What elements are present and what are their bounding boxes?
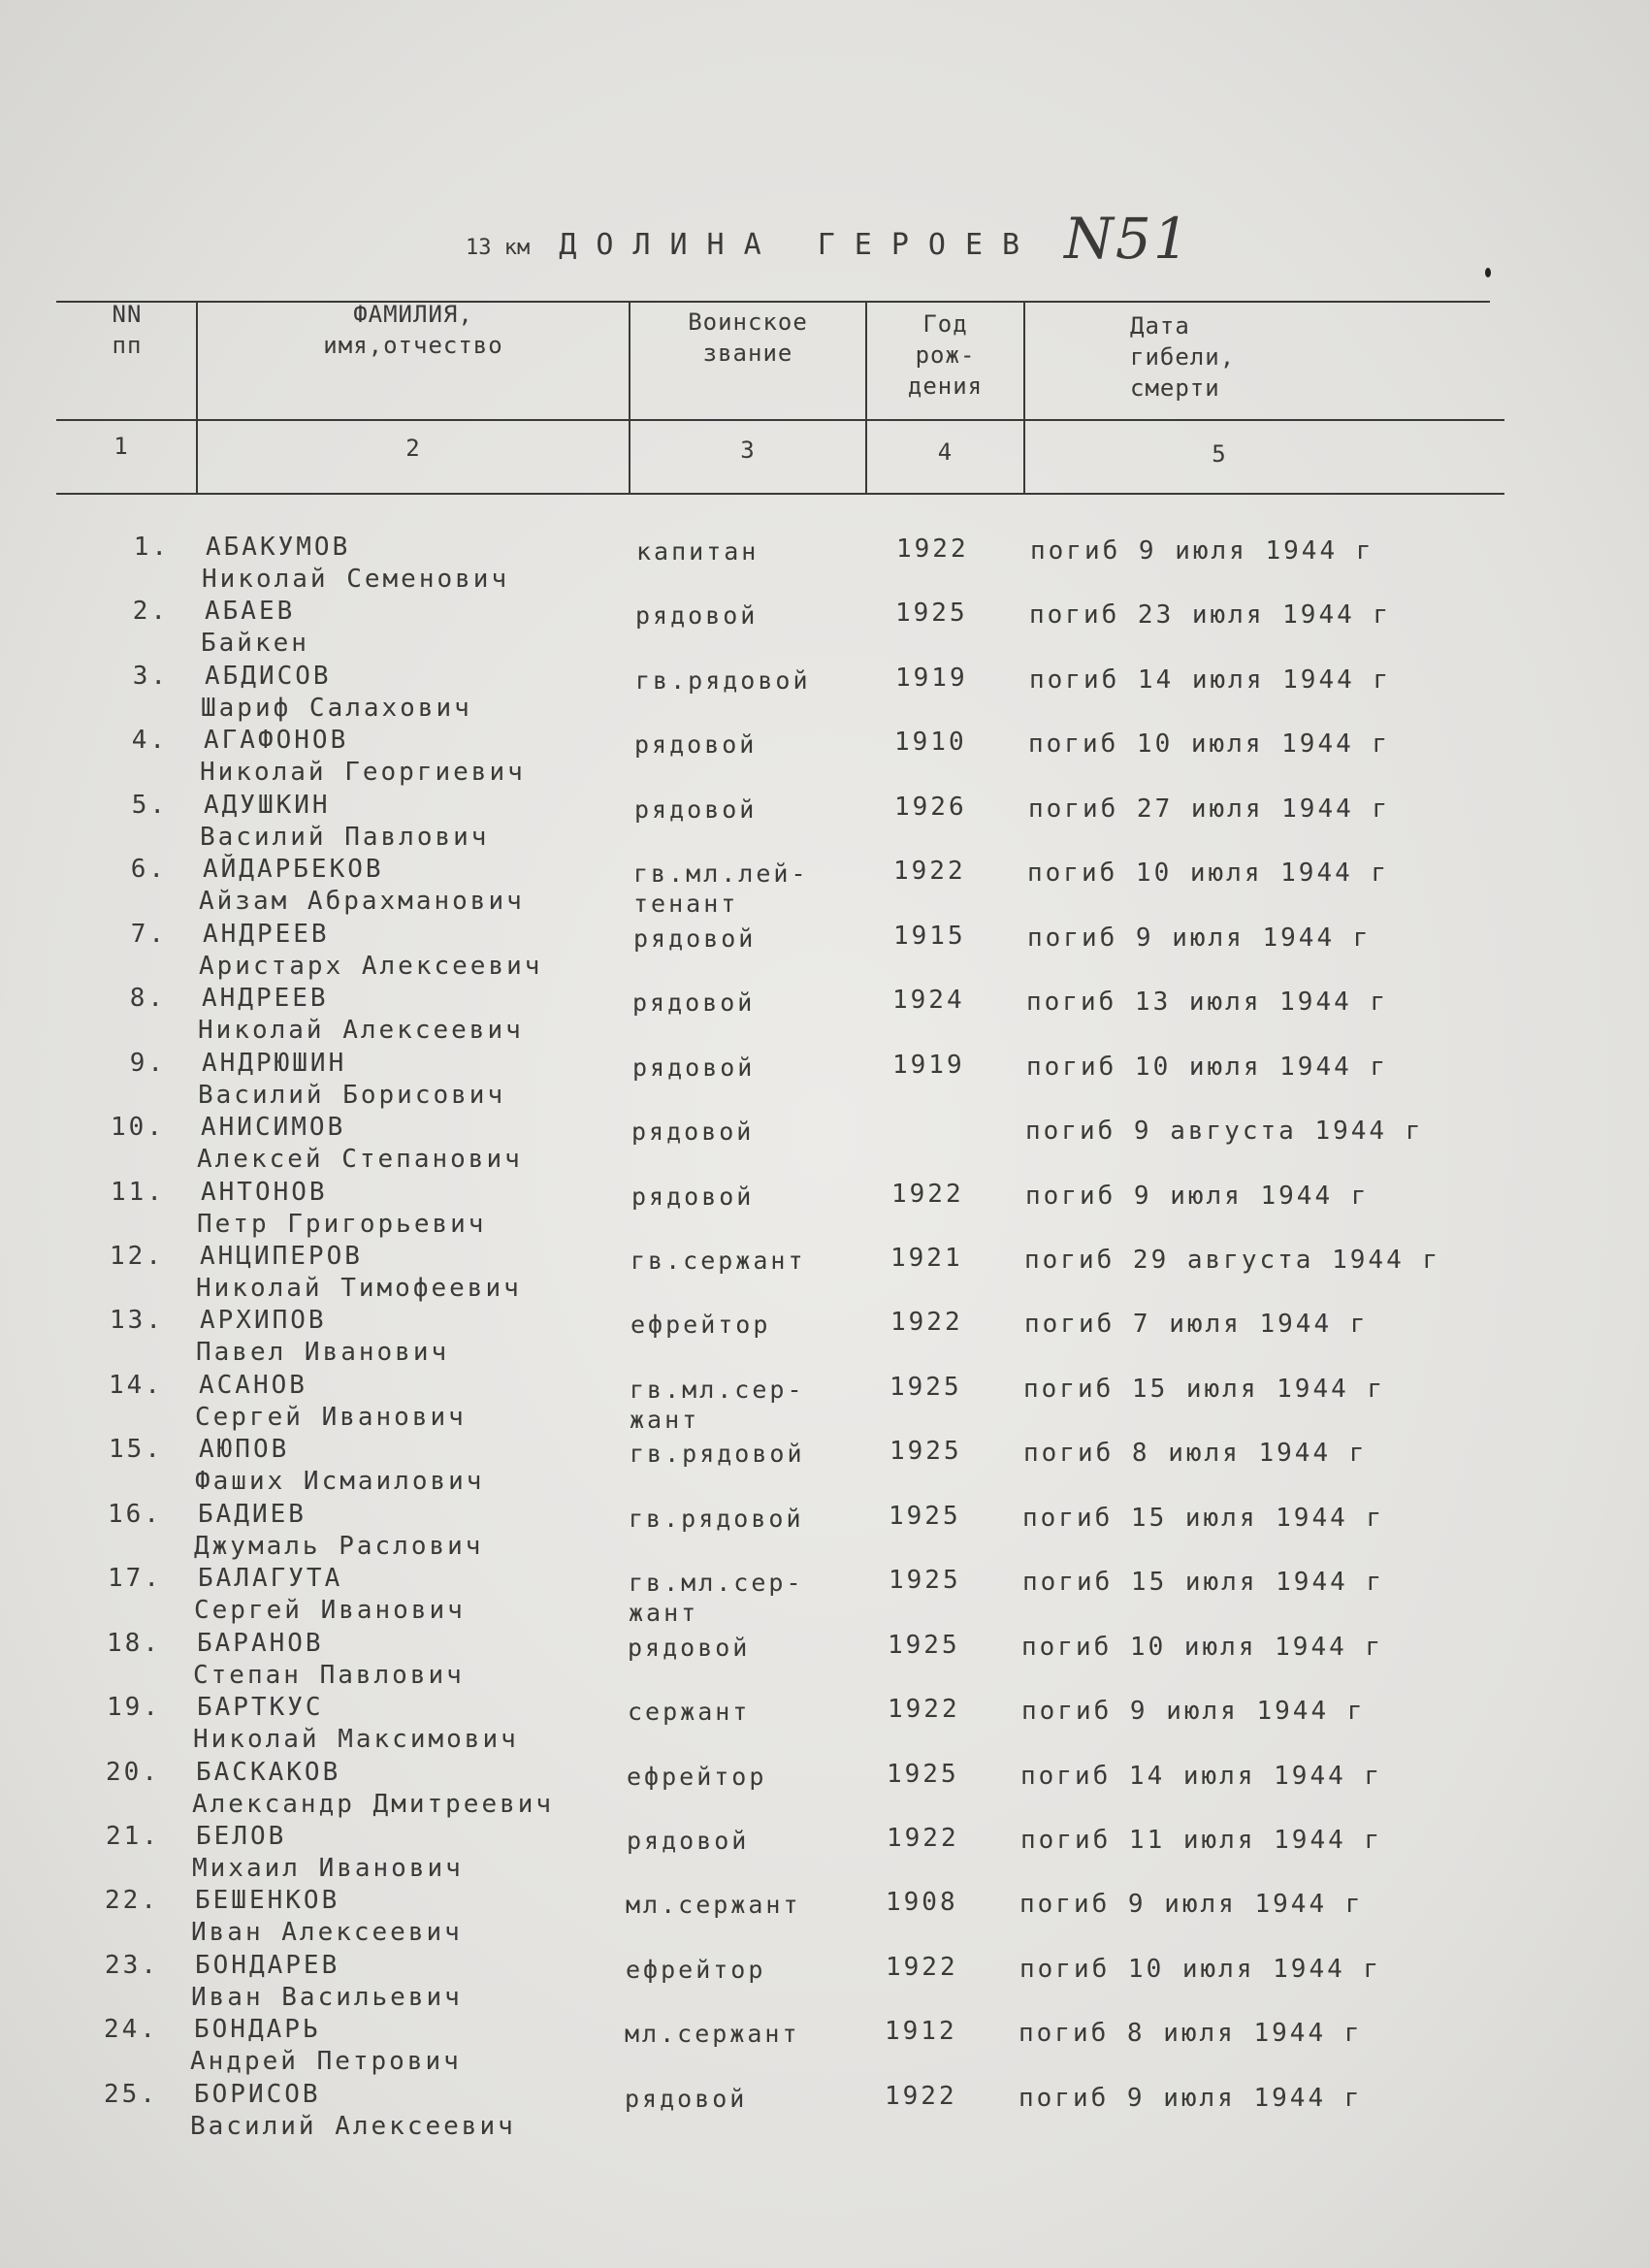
row-last-name: БОНДАРЬ <box>194 2015 321 2045</box>
table-row <box>0 1241 1649 1305</box>
row-rank: ефрейтор <box>627 1762 767 1791</box>
row-rank: мл.сержант <box>626 1891 801 1920</box>
row-number: 8. <box>129 984 166 1014</box>
row-death-date: погиб 10 июля 1944 г <box>1021 1632 1384 1662</box>
row-last-name: АЙДАРБЕКОВ <box>203 855 384 885</box>
column-number-3: 3 <box>740 437 756 464</box>
row-number: 4. <box>131 726 168 756</box>
row-death-date: погиб 13 июля 1944 г <box>1026 988 1389 1018</box>
row-death-date: погиб 14 июля 1944 г <box>1020 1761 1383 1791</box>
row-rank: капитан <box>636 537 760 566</box>
column-number-5: 5 <box>1212 440 1227 468</box>
row-rank: гв.мл.лей- <box>633 859 809 889</box>
row-number: 5. <box>131 790 168 820</box>
row-rank: рядовой <box>631 1118 755 1147</box>
row-birth-year: 1922 <box>890 1308 963 1338</box>
row-number: 3. <box>132 661 169 691</box>
row-number: 16. <box>108 1499 162 1529</box>
row-first-name: Василий Павлович <box>200 822 490 852</box>
row-birth-year: 1926 <box>894 792 967 822</box>
table-row <box>0 1434 1649 1498</box>
row-birth-year: 1919 <box>895 663 968 693</box>
row-birth-year: 1925 <box>887 1759 959 1789</box>
header-death-date: Дата гибели, смерти <box>1130 312 1236 402</box>
row-first-name: Павел Иванович <box>196 1338 450 1368</box>
row-first-name: Сергей Иванович <box>195 1402 467 1432</box>
row-rank: рядовой <box>625 2084 748 2113</box>
row-number: 9. <box>129 1048 166 1078</box>
row-rank: ефрейтор <box>626 1955 766 1984</box>
row-rank: гв.рядовой <box>630 1440 805 1469</box>
row-number: 25. <box>104 2079 158 2109</box>
row-number: 15. <box>109 1435 163 1465</box>
row-death-date: погиб 15 июля 1944 г <box>1023 1374 1386 1404</box>
title-main: ДОЛИНА ГЕРОЕВ <box>559 228 1040 262</box>
row-death-date: погиб 8 июля 1944 г <box>1018 2019 1363 2049</box>
row-first-name: Василий Борисович <box>198 1080 506 1110</box>
row-number: 21. <box>106 1822 160 1851</box>
row-number: 20. <box>106 1757 160 1787</box>
row-number: 23. <box>105 1950 159 1980</box>
row-rank: гв.мл.сер- <box>629 1569 804 1598</box>
row-rank: рядовой <box>635 601 759 631</box>
row-birth-year: 1925 <box>889 1437 962 1467</box>
table-row <box>0 1821 1649 1885</box>
row-first-name: Василий Алексеевич <box>190 2111 516 2141</box>
row-last-name: АНИСИМОВ <box>201 1113 346 1143</box>
row-last-name: АНДРЕЕВ <box>202 984 329 1014</box>
table-header-rule <box>56 419 1504 421</box>
row-rank: рядовой <box>634 730 758 760</box>
row-death-date: погиб 7 июля 1944 г <box>1024 1310 1369 1340</box>
row-death-date: погиб 10 июля 1944 г <box>1026 1052 1389 1082</box>
row-first-name: Михаил Иванович <box>192 1854 464 1883</box>
row-first-name: Джумаль Раслович <box>194 1531 484 1561</box>
row-last-name: АНДРЮШИН <box>202 1048 347 1078</box>
column-number-2: 2 <box>405 435 421 462</box>
table-row <box>0 1563 1649 1627</box>
row-number: 18. <box>107 1628 161 1658</box>
row-number: 17. <box>108 1564 162 1594</box>
table-row <box>0 854 1649 918</box>
row-death-date: погиб 8 июля 1944 г <box>1023 1439 1368 1469</box>
row-birth-year: 1922 <box>886 1952 958 1982</box>
row-last-name: БОРИСОВ <box>194 2079 321 2109</box>
row-first-name: Иван Васильевич <box>191 1982 463 2012</box>
row-first-name: Александр Дмитреевич <box>192 1789 555 1819</box>
row-rank: рядовой <box>632 988 756 1018</box>
row-number: 19. <box>107 1693 161 1723</box>
scan-speck <box>1485 268 1491 277</box>
table-row <box>0 1885 1649 1949</box>
row-last-name: БАЛАГУТА <box>198 1564 343 1594</box>
row-death-date: погиб 11 июля 1944 г <box>1020 1826 1383 1855</box>
row-last-name: АНЦИПЕРОВ <box>200 1241 363 1271</box>
row-first-name: Петр Григорьевич <box>197 1209 487 1239</box>
row-last-name: БАСКАКОВ <box>196 1757 341 1787</box>
row-last-name: АБАКУМОВ <box>206 533 351 562</box>
row-death-date: погиб 10 июля 1944 г <box>1028 729 1391 760</box>
row-death-date: погиб 9 июля 1944 г <box>1019 1890 1364 1920</box>
header-rank: Воинское звание <box>688 308 808 367</box>
table-row <box>0 1757 1649 1821</box>
table-row <box>0 1112 1649 1176</box>
row-rank: рядовой <box>628 1633 751 1662</box>
row-rank: гв.мл.сер- <box>630 1375 805 1404</box>
row-death-date: погиб 9 июля 1944 г <box>1018 2083 1363 2113</box>
row-rank: рядовой <box>633 923 757 953</box>
row-last-name: БАРТКУС <box>197 1693 324 1723</box>
row-last-name: БЕШЕНКОВ <box>195 1886 340 1916</box>
row-rank: рядовой <box>632 1053 756 1082</box>
row-rank: гв.рядовой <box>635 665 811 695</box>
row-death-date: погиб 29 августа 1944 г <box>1024 1245 1441 1275</box>
row-birth-year: 1922 <box>896 535 969 564</box>
row-birth-year: 1915 <box>893 921 966 951</box>
row-number: 11. <box>111 1177 165 1207</box>
row-birth-year: 1919 <box>892 1050 965 1080</box>
table-row <box>0 1370 1649 1434</box>
table-row <box>0 596 1649 660</box>
row-rank: гв.сержант <box>630 1246 806 1275</box>
row-first-name: Айзам Абрахманович <box>199 887 525 917</box>
table-row <box>0 1950 1649 2014</box>
table-row <box>0 1305 1649 1369</box>
row-death-date: погиб 9 июля 1944 г <box>1021 1697 1366 1727</box>
row-number: 2. <box>132 597 169 627</box>
row-rank: сержант <box>628 1698 751 1727</box>
row-last-name: АГАФОНОВ <box>204 726 349 756</box>
row-death-date: погиб 23 июля 1944 г <box>1029 600 1392 631</box>
column-number-1: 1 <box>113 433 129 460</box>
row-birth-year: 1922 <box>887 1824 959 1853</box>
table-row <box>0 983 1649 1047</box>
row-first-name: Байкен <box>201 629 309 659</box>
row-rank: рядовой <box>627 1827 750 1855</box>
row-number: 13. <box>110 1306 164 1336</box>
row-first-name: Николай Семенович <box>202 565 510 594</box>
table-row <box>0 1692 1649 1756</box>
row-birth-year: 1922 <box>888 1695 960 1725</box>
row-rank-cont: жант <box>630 1405 700 1434</box>
row-birth-year: 1922 <box>885 2081 957 2111</box>
row-death-date: погиб 10 июля 1944 г <box>1019 1954 1382 1984</box>
row-rank: рядовой <box>631 1182 755 1211</box>
row-first-name: Алексей Степанович <box>197 1145 523 1175</box>
row-number: 7. <box>130 919 167 949</box>
table-row <box>0 1048 1649 1112</box>
header-birth-year: Год рож- дения <box>907 310 984 400</box>
row-last-name: АРХИПОВ <box>200 1306 327 1336</box>
row-birth-year: 1925 <box>895 599 968 629</box>
row-last-name: АЮПОВ <box>199 1435 290 1465</box>
row-birth-year: 1925 <box>888 1630 960 1660</box>
table-row <box>0 2014 1649 2078</box>
row-birth-year: 1912 <box>885 2017 957 2047</box>
row-number: 14. <box>109 1370 163 1400</box>
row-birth-year: 1924 <box>892 986 965 1016</box>
row-birth-year: 1921 <box>890 1243 963 1273</box>
row-first-name: Степан Павлович <box>193 1660 465 1690</box>
row-last-name: АНДРЕЕВ <box>203 919 330 949</box>
row-rank: мл.сержант <box>625 2020 800 2049</box>
header-nn: NN пп <box>112 301 143 359</box>
row-first-name: Иван Алексеевич <box>191 1918 463 1948</box>
row-rank-cont: жант <box>629 1599 699 1628</box>
table-row <box>0 725 1649 789</box>
row-number: 10. <box>111 1113 165 1143</box>
table-row <box>0 790 1649 854</box>
row-last-name: АБДИСОВ <box>205 661 332 691</box>
row-number: 1. <box>133 533 170 562</box>
table-row <box>0 1177 1649 1241</box>
handwritten-list-number: N51 <box>1064 206 1191 272</box>
row-rank-cont: тенант <box>633 890 739 919</box>
row-birth-year: 1925 <box>889 1372 962 1402</box>
header-name: ФАМИЛИЯ, имя,отчество <box>323 301 503 359</box>
table-row <box>0 1628 1649 1692</box>
column-number-4: 4 <box>937 438 954 466</box>
row-birth-year: 1925 <box>889 1566 961 1596</box>
row-first-name: Аристарх Алексеевич <box>199 951 543 981</box>
row-last-name: АНТОНОВ <box>201 1177 328 1207</box>
row-first-name: Николай Тимофеевич <box>196 1273 522 1303</box>
row-death-date: погиб 15 июля 1944 г <box>1022 1503 1385 1533</box>
row-number: 6. <box>130 855 167 885</box>
row-birth-year: 1922 <box>893 857 966 887</box>
row-death-date: погиб 27 июля 1944 г <box>1028 794 1391 824</box>
table-row <box>0 2079 1649 2143</box>
row-first-name: Николай Алексеевич <box>198 1016 524 1046</box>
row-first-name: Николай Максимович <box>193 1725 519 1755</box>
row-last-name: БЕЛОВ <box>196 1822 287 1851</box>
row-last-name: БОНДАРЕВ <box>195 1950 340 1980</box>
table-row <box>0 1499 1649 1563</box>
row-death-date: погиб 9 июля 1944 г <box>1030 536 1374 566</box>
row-last-name: БАДИЕВ <box>198 1499 307 1529</box>
row-rank: рядовой <box>634 794 758 824</box>
row-last-name: БАРАНОВ <box>197 1628 324 1658</box>
row-death-date: погиб 10 июля 1944 г <box>1027 859 1390 889</box>
row-number: 24. <box>104 2015 158 2045</box>
table-row <box>0 661 1649 725</box>
row-birth-year: 1925 <box>889 1501 961 1531</box>
row-death-date: погиб 14 июля 1944 г <box>1029 664 1392 695</box>
table-row <box>0 919 1649 983</box>
row-birth-year: 1908 <box>886 1888 958 1918</box>
page-title <box>466 202 1191 272</box>
row-death-date: погиб 15 июля 1944 г <box>1022 1568 1385 1598</box>
row-birth-year: 1922 <box>891 1179 964 1209</box>
row-rank: ефрейтор <box>630 1311 771 1340</box>
row-death-date: погиб 9 июля 1944 г <box>1025 1181 1370 1211</box>
table-bottom-rule <box>56 493 1504 495</box>
row-number: 22. <box>105 1886 159 1916</box>
row-birth-year: 1910 <box>894 728 967 758</box>
row-last-name: АСАНОВ <box>199 1370 307 1400</box>
row-number: 12. <box>110 1241 164 1271</box>
row-first-name: Шариф Салахович <box>201 693 472 723</box>
row-death-date: погиб 9 июля 1944 г <box>1027 923 1372 953</box>
table-row <box>0 532 1649 596</box>
row-first-name: Фаших Исмаилович <box>195 1467 485 1497</box>
row-last-name: АБАЕВ <box>205 597 296 627</box>
row-first-name: Андрей Петрович <box>190 2047 462 2077</box>
row-death-date: погиб 9 августа 1944 г <box>1025 1117 1424 1147</box>
row-first-name: Сергей Иванович <box>194 1596 466 1626</box>
row-last-name: АДУШКИН <box>204 790 331 820</box>
row-first-name: Николай Георгиевич <box>200 758 526 788</box>
row-rank: гв.рядовой <box>629 1504 804 1533</box>
title-km: 13 км <box>466 236 531 260</box>
